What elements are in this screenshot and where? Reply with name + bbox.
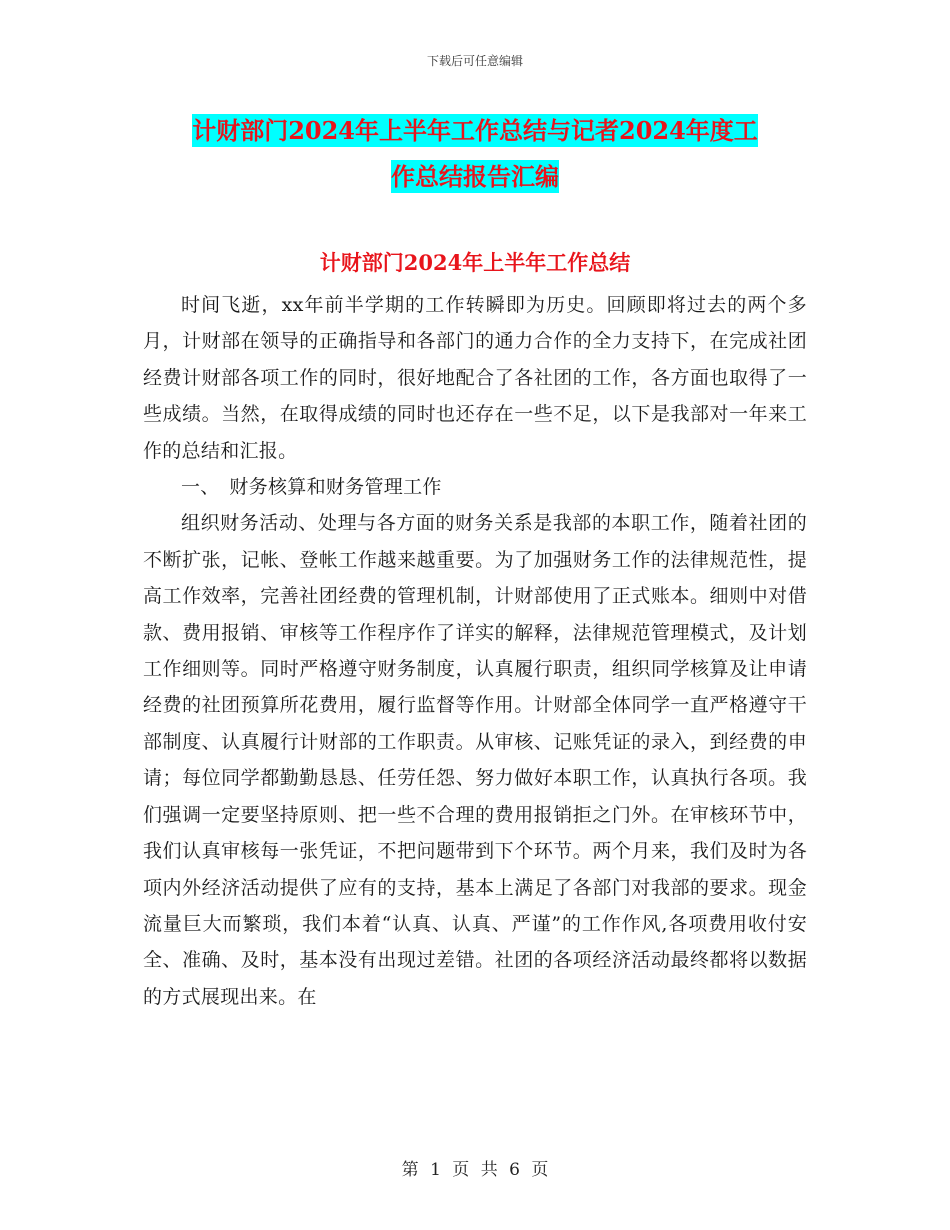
document-title (140, 108, 810, 200)
paragraph-finance: 组织财务活动、处理与各方面的财务关系是我部的本职工作，随着社团的不断扩张，记帐、登帐工作越来越重要。为了加强财务工作的法律规范性，提高工作效率，完善社团经费的管理机制，计财部使用了正式账本。细则中对借款、费用报销、审核等工作程序作了详实的解释，法律规范管理模式，及计划工作细则等。同时严格遵守财务制度，认真履行职责，组织同学核算及让申请经费的社团预算所花费用，履行监督等作用。计财部全体同学一直严格遵守干部制度、认真履行计财部的工作职责。从审核、记账凭证的录入，到经费的申请；每位同学都勤勤恳恳、任劳任怨、努力做好本职工作，认真执行各项。我们强调一定要坚持原则、把一些不合理的费用报销拒之门外。在审核环节中，我们认真审核每一张凭证，不把问题带到下个环节。两个月来，我们及时为各项内外经济活动提供了应有的支持，基本上满足了各部门对我部的要求。现金流量巨大而繁琐，我们本着“认真、认真、严谨”的工作作风,各项费用收付安全、准确、及时，基本没有出现过差错。社团的各项经济活动最终都将以数据的方式展现出来。在 (143, 512, 807, 1008)
section-title: 计财部门2024年上半年工作总结 (319, 250, 631, 275)
document-title-line-1: 计财部门2024年上半年工作总结与记者2024年度工 (192, 116, 758, 145)
paragraph-heading-1: 一、 财务核算和财务管理工作 (181, 476, 442, 499)
body-text (143, 287, 807, 1015)
page-header-note: 下载后可任意编辑 (426, 54, 523, 68)
document-title-line-2: 作总结报告汇编 (391, 162, 559, 191)
paragraph-intro: 时间飞逝，xx年前半学期的工作转瞬即为历史。回顾即将过去的两个多月，计财部在领导的正确指导和各部门的通力合作的全力支持下，在完成社团经费计财部各项工作的同时，很好地配合了各社团的工作，各方面也取得了一些成绩。当然，在取得成绩的同时也还存在一些不足，以下是我部对一年来工作的总结和汇报。 (143, 294, 807, 462)
page-footer-number: 第 1 页 共 6 页 (401, 1160, 549, 1180)
